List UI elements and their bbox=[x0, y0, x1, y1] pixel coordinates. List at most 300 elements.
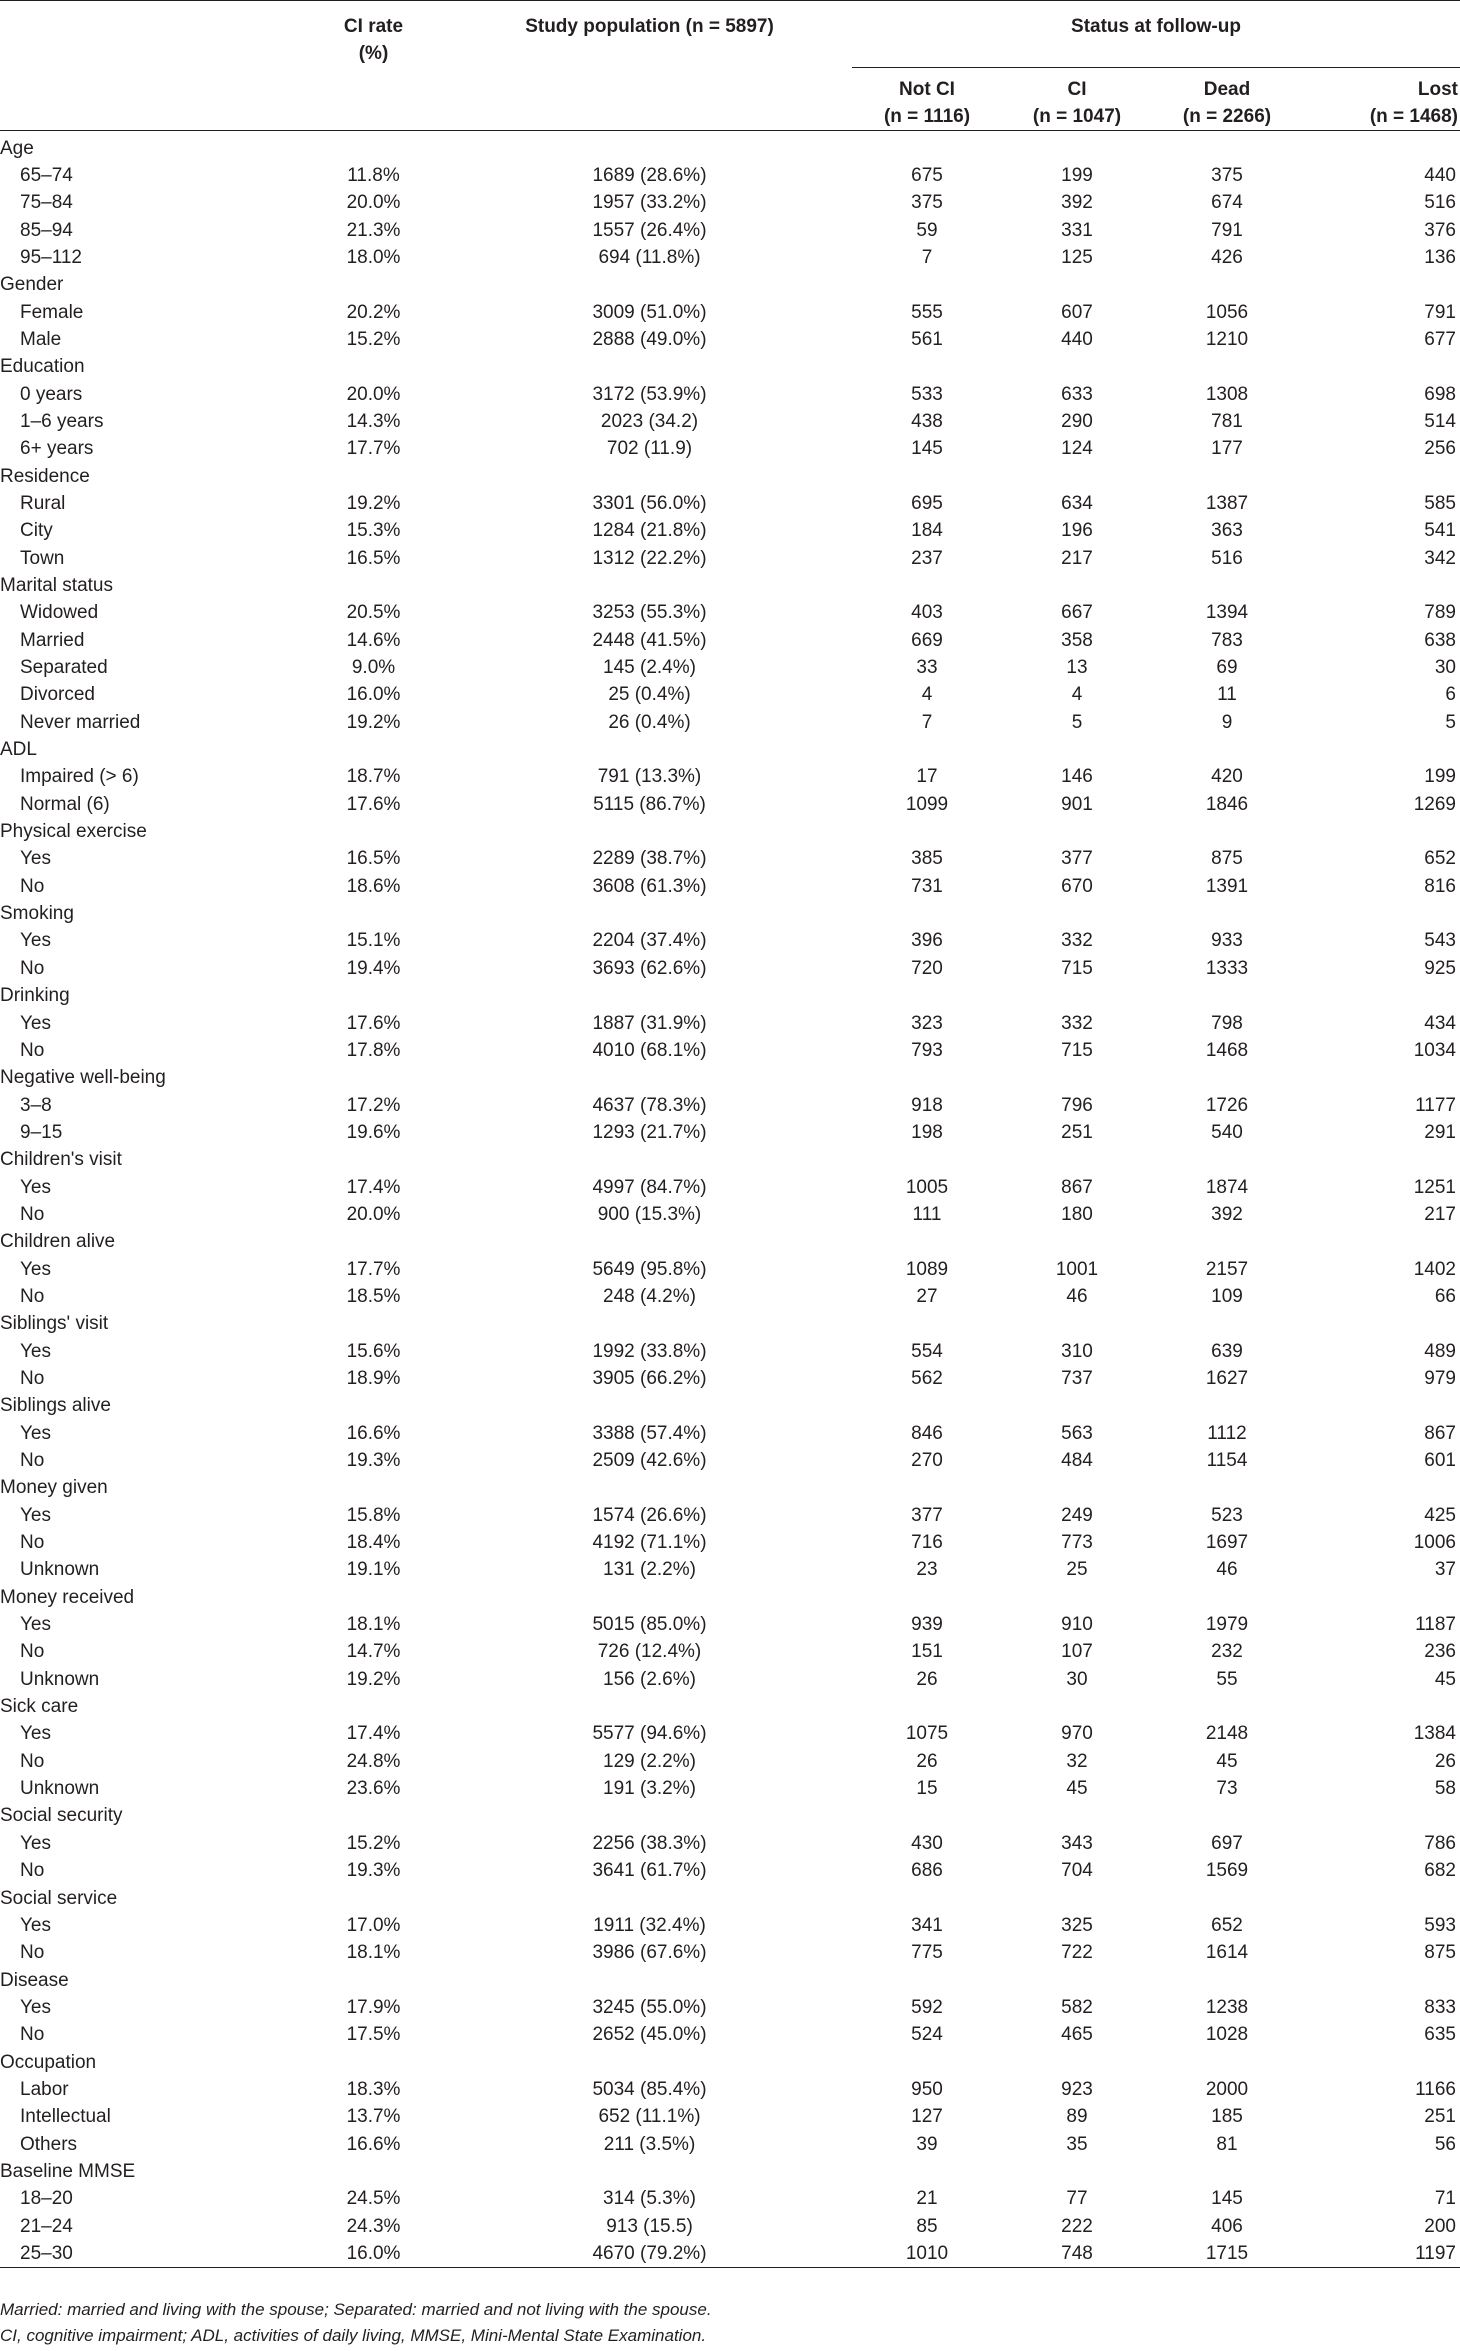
row-label: Widowed bbox=[20, 602, 99, 624]
table-row bbox=[0, 2131, 1460, 2158]
study-population-cell: 1957 (33.2%) bbox=[592, 192, 707, 214]
study-population-cell: 4192 (71.1%) bbox=[592, 1532, 707, 1554]
footnote-marital: Married: married and living with the spouse; Separated: married and not living with the spouse. bbox=[0, 2300, 712, 2319]
table-row bbox=[0, 1502, 1460, 1529]
lost-cell: 875 bbox=[1424, 1942, 1456, 1964]
group-label: Children alive bbox=[0, 1231, 116, 1253]
not-ci-cell: 1099 bbox=[905, 793, 949, 815]
table-row bbox=[0, 791, 1460, 818]
not-ci-cell: 939 bbox=[911, 1614, 943, 1636]
lost-cell: 434 bbox=[1424, 1012, 1456, 1034]
ci-cell: 77 bbox=[1066, 2188, 1088, 2210]
ci-cell: 13 bbox=[1066, 657, 1088, 679]
row-label: Male bbox=[20, 328, 62, 350]
dead-cell: 798 bbox=[1211, 1012, 1243, 1034]
dead-cell: 1391 bbox=[1205, 875, 1249, 897]
ci-cell: 25 bbox=[1066, 1559, 1088, 1581]
header-not-ci-n: (n = 1116) bbox=[883, 105, 971, 127]
group-label: Disease bbox=[0, 1969, 69, 1991]
group-row bbox=[0, 2049, 1460, 2076]
group-row bbox=[0, 1146, 1460, 1173]
table-row bbox=[0, 763, 1460, 790]
study-population-cell: 3905 (66.2%) bbox=[592, 1367, 707, 1389]
study-population-cell: 156 (2.6%) bbox=[603, 1668, 696, 1690]
ci-rate-cell: 17.7% bbox=[346, 438, 401, 460]
row-label: Yes bbox=[20, 1176, 51, 1198]
not-ci-cell: 385 bbox=[911, 848, 943, 870]
group-label: Smoking bbox=[0, 903, 74, 925]
table-row bbox=[0, 681, 1460, 708]
table-row bbox=[0, 1939, 1460, 1966]
ci-cell: 670 bbox=[1061, 875, 1093, 897]
dead-cell: 540 bbox=[1211, 1121, 1243, 1143]
ci-cell: 310 bbox=[1061, 1340, 1093, 1362]
header-lost-n: (n = 1468) bbox=[1369, 105, 1458, 127]
group-row bbox=[0, 130, 1460, 162]
dead-cell: 1154 bbox=[1206, 1450, 1248, 1471]
group-row bbox=[0, 1885, 1460, 1912]
study-population-cell: 1911 (32.4%) bbox=[593, 1914, 706, 1936]
row-label: No bbox=[20, 1641, 45, 1663]
study-population-cell: 1992 (33.8%) bbox=[592, 1340, 707, 1362]
ci-cell: 1001 bbox=[1055, 1258, 1099, 1280]
lost-cell: 251 bbox=[1424, 2106, 1456, 2128]
ci-cell: 970 bbox=[1061, 1723, 1093, 1745]
dead-cell: 420 bbox=[1211, 766, 1243, 788]
row-label: 0 years bbox=[20, 383, 83, 405]
ci-rate-cell: 19.6% bbox=[346, 1121, 401, 1143]
study-population-cell: 2023 (34.2) bbox=[600, 410, 699, 432]
lost-cell: 342 bbox=[1424, 547, 1456, 569]
ci-cell: 5 bbox=[1071, 711, 1083, 733]
ci-cell: 217 bbox=[1061, 547, 1093, 569]
ci-cell: 901 bbox=[1061, 793, 1093, 815]
ci-rate-cell: 24.3% bbox=[346, 2215, 401, 2237]
lost-cell: 45 bbox=[1434, 1668, 1456, 1690]
dead-cell: 1697 bbox=[1205, 1532, 1249, 1554]
dead-cell: 73 bbox=[1216, 1778, 1238, 1800]
lost-cell: 136 bbox=[1424, 246, 1456, 268]
ci-cell: 582 bbox=[1061, 1996, 1093, 2018]
dead-cell: 55 bbox=[1216, 1668, 1238, 1690]
lost-cell: 200 bbox=[1424, 2215, 1456, 2237]
study-population-cell: 314 (5.3%) bbox=[603, 2188, 696, 2210]
group-row bbox=[0, 982, 1460, 1009]
ci-rate-cell: 15.6% bbox=[346, 1340, 401, 1362]
not-ci-cell: 39 bbox=[916, 2133, 938, 2155]
row-label: Yes bbox=[20, 1723, 51, 1745]
dead-cell: 1056 bbox=[1205, 301, 1249, 323]
ci-cell: 484 bbox=[1061, 1450, 1093, 1471]
study-population-cell: 3009 (51.0%) bbox=[592, 301, 707, 323]
dead-cell: 933 bbox=[1211, 930, 1243, 952]
group-row bbox=[0, 1228, 1460, 1255]
header-ci-label: CI bbox=[1067, 78, 1087, 100]
study-population-cell: 5577 (94.6%) bbox=[592, 1723, 707, 1745]
study-population-cell: 2256 (38.3%) bbox=[592, 1832, 707, 1854]
ci-cell: 715 bbox=[1061, 957, 1093, 979]
table-body bbox=[0, 130, 1460, 2268]
table-row bbox=[0, 1447, 1460, 1474]
dead-cell: 232 bbox=[1211, 1641, 1243, 1663]
ci-rate-cell: 24.8% bbox=[346, 1750, 401, 1772]
row-label: 9–15 bbox=[20, 1121, 63, 1143]
ci-rate-cell: 20.0% bbox=[346, 383, 401, 405]
table-header bbox=[0, 1, 1460, 131]
lost-cell: 677 bbox=[1424, 328, 1456, 350]
study-population-cell: 2289 (38.7%) bbox=[592, 848, 707, 870]
ci-rate-cell: 14.6% bbox=[346, 629, 401, 651]
ci-cell: 773 bbox=[1061, 1532, 1093, 1554]
study-population-cell: 145 (2.4%) bbox=[603, 657, 696, 679]
dead-cell: 1569 bbox=[1205, 1860, 1249, 1882]
dead-cell: 697 bbox=[1211, 1832, 1243, 1854]
study-population-cell: 3301 (56.0%) bbox=[592, 492, 707, 514]
not-ci-cell: 85 bbox=[916, 2215, 938, 2237]
table-row bbox=[0, 2240, 1460, 2268]
table-row bbox=[0, 299, 1460, 326]
study-population-cell: 3172 (53.9%) bbox=[592, 383, 707, 405]
not-ci-cell: 377 bbox=[911, 1504, 943, 1526]
ci-rate-cell: 11.8% bbox=[347, 164, 400, 186]
lost-cell: 789 bbox=[1424, 602, 1456, 624]
study-population-cell: 726 (12.4%) bbox=[597, 1641, 702, 1663]
ci-cell: 737 bbox=[1061, 1367, 1093, 1389]
row-label: Unknown bbox=[20, 1559, 100, 1581]
header-dead bbox=[1152, 67, 1302, 130]
study-population-cell: 652 (11.1%) bbox=[598, 2106, 701, 2128]
group-row bbox=[0, 353, 1460, 380]
ci-cell: 46 bbox=[1066, 1285, 1088, 1307]
study-population-cell: 791 (13.3%) bbox=[597, 766, 702, 788]
table-row bbox=[0, 1611, 1460, 1638]
row-label: Rural bbox=[20, 492, 66, 514]
study-population-cell: 3693 (62.6%) bbox=[592, 957, 707, 979]
lost-cell: 867 bbox=[1424, 1422, 1456, 1444]
study-population-cell: 26 (0.4%) bbox=[608, 711, 691, 733]
ci-rate-cell: 9.0% bbox=[351, 657, 396, 679]
ci-rate-cell: 18.7% bbox=[346, 766, 401, 788]
ci-cell: 465 bbox=[1061, 2024, 1093, 2046]
table-row bbox=[0, 381, 1460, 408]
row-label: Yes bbox=[20, 1422, 51, 1444]
study-population-cell: 3388 (57.4%) bbox=[592, 1422, 707, 1444]
not-ci-cell: 950 bbox=[911, 2078, 943, 2100]
group-label: Children's visit bbox=[0, 1149, 122, 1171]
ci-rate-cell: 18.1% bbox=[346, 1614, 401, 1636]
not-ci-cell: 720 bbox=[911, 957, 943, 979]
lost-cell: 291 bbox=[1424, 1121, 1456, 1143]
ci-cell: 704 bbox=[1061, 1860, 1093, 1882]
lost-cell: 638 bbox=[1424, 629, 1456, 651]
not-ci-cell: 669 bbox=[911, 629, 943, 651]
ci-rate-cell: 17.6% bbox=[346, 793, 401, 815]
ci-rate-cell: 15.2% bbox=[346, 1832, 401, 1854]
not-ci-cell: 686 bbox=[911, 1860, 943, 1882]
dead-cell: 1468 bbox=[1205, 1039, 1249, 1061]
table-row bbox=[0, 1994, 1460, 2021]
row-label: Unknown bbox=[20, 1668, 100, 1690]
not-ci-cell: 341 bbox=[911, 1914, 943, 1936]
row-label: Others bbox=[20, 2133, 78, 2155]
row-label: Never married bbox=[20, 711, 141, 733]
lost-cell: 543 bbox=[1424, 930, 1456, 952]
group-label: Siblings alive bbox=[0, 1395, 111, 1417]
table-row bbox=[0, 545, 1460, 572]
group-row bbox=[0, 1310, 1460, 1337]
lost-cell: 489 bbox=[1424, 1340, 1456, 1362]
dead-cell: 1112 bbox=[1207, 1422, 1247, 1444]
ci-rate-cell: 24.5% bbox=[346, 2188, 401, 2210]
table-row bbox=[0, 627, 1460, 654]
dead-cell: 9 bbox=[1221, 711, 1233, 733]
header-ci-rate-label: CI rate bbox=[343, 16, 404, 37]
ci-cell: 634 bbox=[1061, 492, 1093, 514]
table-row bbox=[0, 955, 1460, 982]
ci-rate-cell: 13.7% bbox=[346, 2106, 401, 2128]
dead-cell: 1308 bbox=[1205, 383, 1249, 405]
ci-rate-cell: 19.2% bbox=[346, 1668, 401, 1690]
lost-cell: 652 bbox=[1424, 848, 1456, 870]
group-label: Siblings' visit bbox=[0, 1313, 109, 1335]
ci-rate-cell: 18.9% bbox=[346, 1367, 401, 1389]
study-population-cell: 3986 (67.6%) bbox=[592, 1942, 707, 1964]
lost-cell: 585 bbox=[1424, 492, 1456, 514]
ci-cell: 748 bbox=[1061, 2242, 1093, 2264]
row-label: No bbox=[20, 1860, 45, 1882]
table-row bbox=[0, 1201, 1460, 1228]
table-row bbox=[0, 1338, 1460, 1365]
dead-cell: 516 bbox=[1211, 547, 1243, 569]
lost-cell: 541 bbox=[1424, 520, 1456, 542]
dead-cell: 1210 bbox=[1205, 328, 1249, 350]
ci-rate-cell: 15.1% bbox=[346, 930, 401, 952]
ci-cell: 199 bbox=[1061, 164, 1093, 186]
row-label: 25–30 bbox=[20, 2242, 73, 2264]
row-label: No bbox=[20, 2024, 45, 2046]
row-label: 21–24 bbox=[20, 2215, 73, 2237]
ci-rate-cell: 18.5% bbox=[346, 1285, 401, 1307]
row-label: No bbox=[20, 1203, 45, 1225]
study-population-cell: 5115 (86.7%) bbox=[593, 793, 706, 815]
lost-cell: 5 bbox=[1445, 711, 1456, 733]
not-ci-cell: 15 bbox=[916, 1778, 938, 1800]
lost-cell: 698 bbox=[1424, 383, 1456, 405]
table-row bbox=[0, 2185, 1460, 2212]
lost-cell: 635 bbox=[1424, 2024, 1456, 2046]
row-label: 95–112 bbox=[20, 246, 82, 268]
table-row bbox=[0, 599, 1460, 626]
dead-cell: 2157 bbox=[1205, 1258, 1249, 1280]
dead-cell: 1715 bbox=[1205, 2242, 1249, 2264]
study-population-cell: 4670 (79.2%) bbox=[592, 2242, 707, 2264]
study-population-cell: 1557 (26.4%) bbox=[592, 219, 707, 241]
not-ci-cell: 430 bbox=[911, 1832, 943, 1854]
ci-cell: 30 bbox=[1066, 1668, 1088, 1690]
group-row bbox=[0, 1967, 1460, 1994]
ci-rate-cell: 16.0% bbox=[346, 2242, 401, 2264]
row-label: Yes bbox=[20, 1832, 51, 1854]
table-row bbox=[0, 1283, 1460, 1310]
ci-rate-cell: 20.0% bbox=[346, 1203, 401, 1225]
table-row bbox=[0, 654, 1460, 681]
lost-cell: 440 bbox=[1424, 164, 1456, 186]
footnote-abbreviations: CI, cognitive impairment; ADL, activities of daily living, MMSE, Mini-Mental State Examination. bbox=[0, 2326, 707, 2345]
not-ci-cell: 21 bbox=[916, 2188, 938, 2210]
table-row bbox=[0, 2103, 1460, 2130]
ci-rate-cell: 16.0% bbox=[346, 684, 401, 706]
lost-cell: 925 bbox=[1424, 957, 1456, 979]
dead-cell: 375 bbox=[1211, 164, 1243, 186]
row-label: No bbox=[20, 1039, 45, 1061]
ci-cell: 796 bbox=[1061, 1094, 1093, 1116]
row-label: Yes bbox=[20, 1340, 51, 1362]
group-row bbox=[0, 2158, 1460, 2185]
study-population-cell: 4997 (84.7%) bbox=[592, 1176, 707, 1198]
ci-rate-cell: 19.1% bbox=[346, 1559, 401, 1581]
row-label: Yes bbox=[20, 848, 51, 870]
dead-cell: 1394 bbox=[1205, 602, 1249, 624]
lost-cell: 30 bbox=[1434, 657, 1456, 679]
dead-cell: 1726 bbox=[1205, 1094, 1249, 1116]
lost-cell: 1197 bbox=[1415, 2242, 1456, 2264]
ci-cell: 910 bbox=[1061, 1614, 1093, 1636]
table-row bbox=[0, 490, 1460, 517]
ci-rate-cell: 18.1% bbox=[346, 1942, 401, 1964]
not-ci-cell: 555 bbox=[911, 301, 943, 323]
group-label: Money given bbox=[0, 1477, 108, 1499]
table-row bbox=[0, 517, 1460, 544]
dead-cell: 674 bbox=[1211, 192, 1243, 214]
ci-cell: 440 bbox=[1061, 328, 1093, 350]
lost-cell: 514 bbox=[1424, 410, 1456, 432]
not-ci-cell: 323 bbox=[911, 1012, 943, 1034]
ci-rate-cell: 20.2% bbox=[346, 301, 401, 323]
table-row bbox=[0, 2021, 1460, 2048]
not-ci-cell: 524 bbox=[911, 2024, 943, 2046]
study-population-cell: 3641 (61.7%) bbox=[592, 1860, 707, 1882]
study-population-cell: 702 (11.9) bbox=[606, 438, 693, 460]
dead-cell: 783 bbox=[1211, 629, 1243, 651]
row-label: Yes bbox=[20, 1258, 51, 1280]
study-population-cell: 4637 (78.3%) bbox=[592, 1094, 707, 1116]
dead-cell: 1387 bbox=[1205, 492, 1249, 514]
lost-cell: 1166 bbox=[1415, 2078, 1456, 2100]
ci-rate-cell: 19.3% bbox=[346, 1450, 401, 1471]
study-population-cell: 3245 (55.0%) bbox=[592, 1996, 707, 2018]
ci-cell: 715 bbox=[1061, 1039, 1093, 1061]
not-ci-cell: 26 bbox=[916, 1668, 938, 1690]
not-ci-cell: 23 bbox=[916, 1559, 938, 1581]
ci-cell: 667 bbox=[1061, 602, 1093, 624]
lost-cell: 1034 bbox=[1413, 1039, 1456, 1061]
row-label: Married bbox=[20, 629, 85, 651]
not-ci-cell: 533 bbox=[911, 383, 943, 405]
lost-cell: 1384 bbox=[1413, 1723, 1456, 1745]
header-ci bbox=[1002, 67, 1152, 130]
row-label: Impaired (> 6) bbox=[20, 766, 139, 788]
not-ci-cell: 59 bbox=[916, 219, 938, 241]
lost-cell: 593 bbox=[1424, 1914, 1456, 1936]
table-row bbox=[0, 709, 1460, 736]
row-label: 1–6 years bbox=[20, 410, 104, 432]
group-label: Physical exercise bbox=[0, 821, 147, 843]
ci-cell: 32 bbox=[1066, 1750, 1088, 1772]
ci-cell: 4 bbox=[1071, 684, 1083, 706]
dead-cell: 1238 bbox=[1205, 1996, 1249, 2018]
not-ci-cell: 270 bbox=[911, 1450, 943, 1471]
study-population-cell: 248 (4.2%) bbox=[603, 1285, 696, 1307]
header-lost bbox=[1302, 67, 1460, 130]
not-ci-cell: 1005 bbox=[905, 1176, 949, 1198]
ci-rate-cell: 16.6% bbox=[346, 2133, 401, 2155]
table-row bbox=[0, 873, 1460, 900]
ci-cell: 563 bbox=[1061, 1422, 1093, 1444]
ci-rate-cell: 18.3% bbox=[346, 2078, 401, 2100]
row-label: Divorced bbox=[20, 684, 95, 706]
study-population-cell: 1689 (28.6%) bbox=[592, 164, 707, 186]
lost-cell: 199 bbox=[1424, 766, 1456, 788]
row-label: Yes bbox=[20, 1504, 51, 1526]
ci-cell: 377 bbox=[1061, 848, 1093, 870]
table-row bbox=[0, 1256, 1460, 1283]
table-row bbox=[0, 217, 1460, 244]
table-row bbox=[0, 1748, 1460, 1775]
lost-cell: 1006 bbox=[1413, 1532, 1456, 1554]
lost-cell: 6 bbox=[1445, 684, 1456, 706]
ci-cell: 146 bbox=[1061, 766, 1093, 788]
ci-cell: 251 bbox=[1061, 1121, 1093, 1143]
lost-cell: 26 bbox=[1434, 1750, 1456, 1772]
dead-cell: 145 bbox=[1211, 2188, 1243, 2210]
ci-cell: 290 bbox=[1061, 410, 1093, 432]
header-study-population: Study population (n = 5897) bbox=[525, 16, 774, 37]
row-label: Female bbox=[20, 301, 84, 323]
row-label: No bbox=[20, 1450, 45, 1471]
row-label: No bbox=[20, 1285, 45, 1307]
group-row bbox=[0, 463, 1460, 490]
study-population-cell: 1312 (22.2%) bbox=[592, 547, 707, 569]
table-row bbox=[0, 1556, 1460, 1583]
study-population-cell: 5015 (85.0%) bbox=[592, 1614, 707, 1636]
lost-cell: 516 bbox=[1424, 192, 1456, 214]
not-ci-cell: 7 bbox=[921, 246, 933, 268]
study-population-cell: 1293 (21.7%) bbox=[592, 1121, 707, 1143]
row-label: Yes bbox=[20, 930, 51, 952]
dead-cell: 1846 bbox=[1205, 793, 1249, 815]
not-ci-cell: 396 bbox=[911, 930, 943, 952]
group-row bbox=[0, 1693, 1460, 1720]
lost-cell: 682 bbox=[1424, 1860, 1456, 1882]
not-ci-cell: 554 bbox=[911, 1340, 943, 1362]
row-label: 6+ years bbox=[20, 438, 94, 460]
lost-cell: 37 bbox=[1434, 1559, 1456, 1581]
group-label: Negative well-being bbox=[0, 1067, 166, 1089]
ci-cell: 633 bbox=[1061, 383, 1093, 405]
dead-cell: 69 bbox=[1216, 657, 1238, 679]
study-population-cell: 211 (3.5%) bbox=[603, 2133, 696, 2155]
table-row bbox=[0, 2076, 1460, 2103]
study-population-cell: 5034 (85.4%) bbox=[592, 2078, 707, 2100]
not-ci-cell: 198 bbox=[911, 1121, 943, 1143]
table-row bbox=[0, 1365, 1460, 1392]
not-ci-cell: 562 bbox=[911, 1367, 943, 1389]
study-population-cell: 3253 (55.3%) bbox=[592, 602, 707, 624]
group-label: Marital status bbox=[0, 575, 113, 596]
header-not-ci-label: Not CI bbox=[899, 78, 955, 100]
dead-cell: 406 bbox=[1211, 2215, 1243, 2237]
row-label: Town bbox=[20, 547, 65, 569]
